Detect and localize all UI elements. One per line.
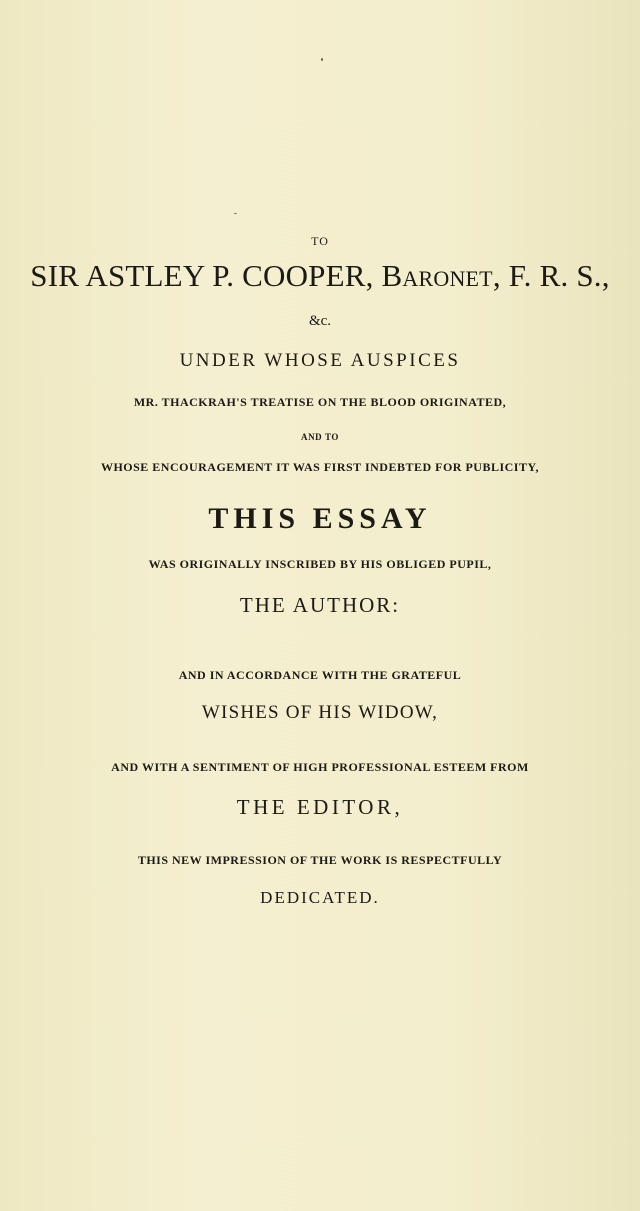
- ink-speck: [321, 58, 323, 61]
- impression-line: THIS NEW IMPRESSION OF THE WORK IS RESPECTFULLY: [137, 853, 503, 867]
- ink-speck: [234, 213, 237, 214]
- esteem-line: AND WITH A SENTIMENT OF HIGH PROFESSIONAL ESTEEM FROM: [111, 760, 529, 774]
- and-to-line: AND TO: [300, 432, 340, 442]
- encouragement-line: WHOSE ENCOURAGEMENT IT WAS FIRST INDEBTED FOR PUBLICITY,: [100, 460, 540, 474]
- accordance-line: AND IN ACCORDANCE WITH THE GRATEFUL: [178, 668, 462, 682]
- essay-heading: THIS ESSAY: [208, 502, 432, 535]
- treatise-line: MR. THACKRAH'S TREATISE ON THE BLOOD ORIGINATED,: [133, 395, 507, 409]
- widow-wishes-line: WISHES OF HIS WIDOW,: [201, 702, 439, 723]
- author-heading: THE AUTHOR:: [239, 593, 401, 617]
- inscribed-line: WAS ORIGINALLY INSCRIBED BY HIS OBLIGED PUPIL,: [148, 557, 492, 571]
- dedicatee-name: SIR ASTLEY P. COOPER, Baronet, F. R. S.,: [30, 258, 610, 293]
- auspices-heading: UNDER WHOSE AUSPICES: [179, 350, 461, 371]
- dedicated-line: DEDICATED.: [260, 888, 380, 907]
- etcetera: &c.: [308, 313, 332, 329]
- dedication-to: TO: [311, 234, 329, 248]
- editor-heading: THE EDITOR,: [236, 795, 404, 819]
